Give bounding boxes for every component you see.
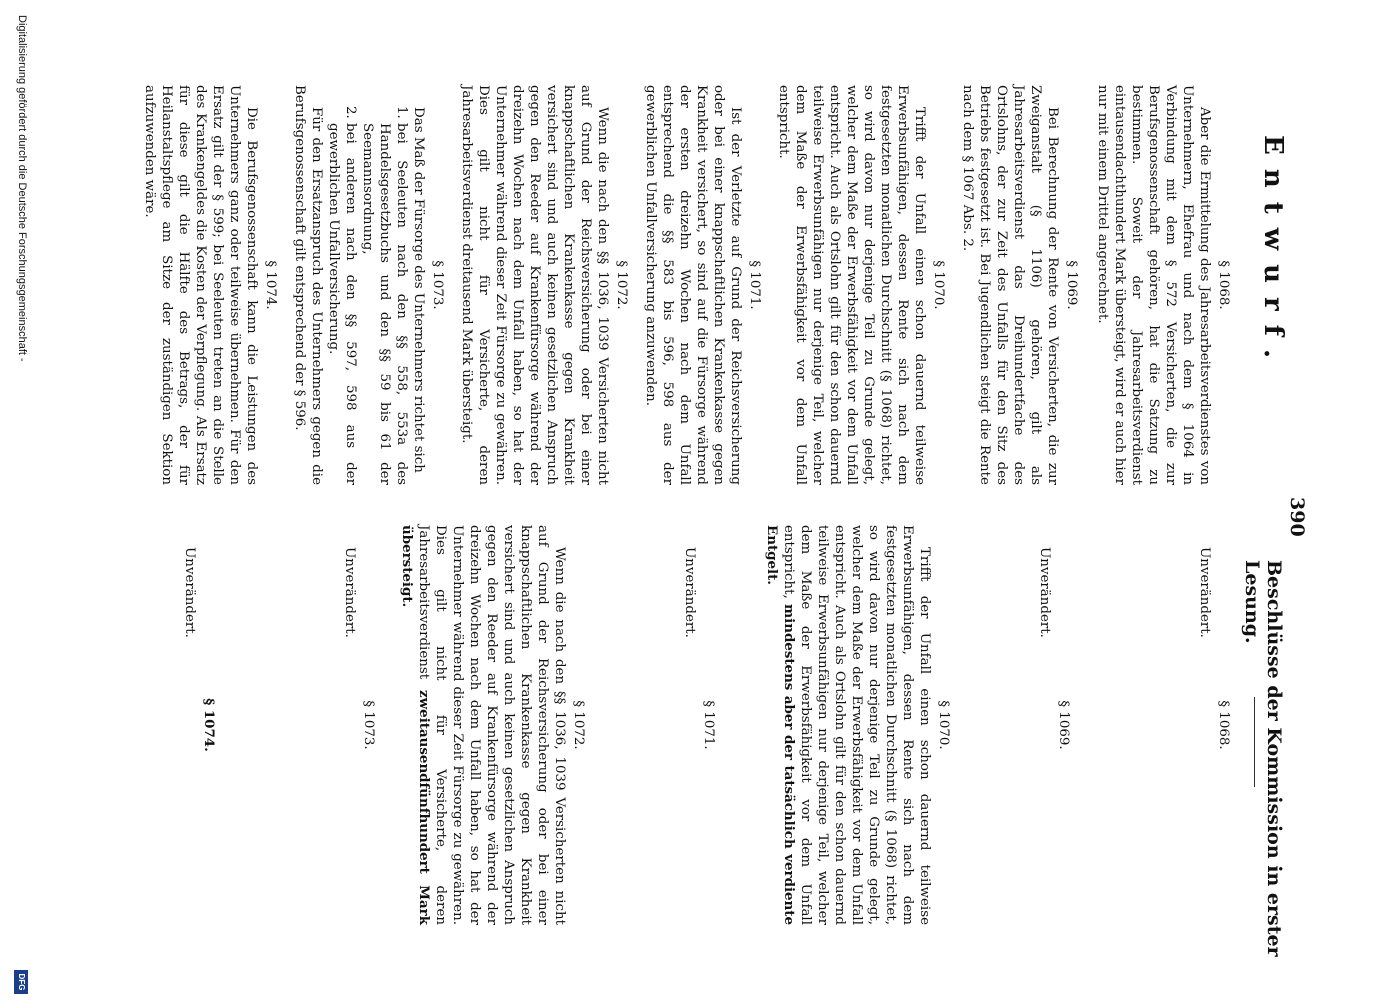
section-text bbox=[398, 525, 568, 925]
unchanged-note: Unverändert. bbox=[1197, 547, 1212, 638]
section-text-part: Wenn die nach den §§ 1036, 1039 Versicherten nicht auf Grund der Reichsversicherung oder bei einer knappschaftlichen Krankenkasse gegen Krankheit versichert sind und auch keinen gesetzlichen Anspruch gegen den Reeder auf Krankenfürsorge während der dreizehn Wochen nach dem Unfall haben, so hat der Unternehmer während dieser Zeit Fürsorge zu gewähren. Dies gilt nicht für Versicherte, deren Jahresarbeitsverdienst bbox=[416, 525, 567, 925]
numbered-list bbox=[325, 85, 410, 485]
section-text: Die Berufsgenossenschaft kann die Leistungen des Unternehmers ganz oder teilweise übernehmen. Für den Ersatz gilt der § 599; bei Seeleuten treten an die Stelle des Krankengeldes die Kosten der Verpflegung. Als Ersatz für diese gilt die Hälfte des Betrags, der für Heilanstaltspflege am Sitze der zuständigen Sektion aufzuwenden wäre. bbox=[142, 85, 259, 485]
section-title: § 1074. bbox=[263, 260, 278, 310]
section-title: § 1071. bbox=[747, 260, 762, 310]
left-column bbox=[141, 85, 1238, 485]
section-title: § 1068. bbox=[1216, 260, 1231, 310]
section-title: § 1068. bbox=[1216, 700, 1231, 750]
digitization-credit: Digitalisierung gefördert durch die Deutsche Forschungsgemeinschaft - bbox=[16, 15, 28, 362]
section-title: § 1070. bbox=[936, 700, 951, 750]
right-section-1074 bbox=[181, 525, 223, 925]
section-text: Trifft der Unfall einen schon dauernd teilweise Erwerbsunfähigen, dessen Rente sich nach dem festgesetzten monatlichen Durchschnitt (§ 1068) richtet, so wird davon nur derjenige Teil zu Grunde gelegt, welcher dem Maße der Erwerbsfähigkeit vor dem Unfall entspricht. Auch als Ortslohn gilt für den schon dauernd teilweise Erwerbsunfähigen nur derjenige Teil, welcher dem Maße der Erwerbsfähigkeit vor dem Unfall entspricht. bbox=[776, 85, 927, 485]
section-title: § 1072. bbox=[571, 700, 586, 750]
section-text: Für den Ersatzanspruch des Unternehmers gegen die Berufsgenossenschaft gilt entsprechend der § 596. bbox=[292, 85, 324, 485]
amended-text: zweitausendfünfhundert Mark übersteigt. bbox=[399, 525, 432, 925]
section-title: § 1069. bbox=[1056, 700, 1071, 750]
section-text bbox=[763, 525, 933, 925]
section-text: Aber die Ermittelung des Jahresarbeitsverdienstes von Unternehmern, Ehefrau und nach dem § 1064 in Verbindung mit dem § 572 Versicherten, die zur Berufsgenossenschaft gehören, hat die Satzung zu bestimmen. Soweit der Jahresarbeitsverdienst eintausendachthundert Mark übersteigt, wird er auch hier nur mit einem Drittel angerechnet. bbox=[1095, 85, 1212, 485]
section-title: § 1074. bbox=[201, 698, 217, 752]
section-title: § 1072. bbox=[614, 260, 629, 310]
list-item: 2. bei anderen nach den §§ 597, 598 aus der gewerblichen Unfallversicherung. bbox=[325, 123, 359, 485]
unchanged-note: Unverändert. bbox=[682, 547, 697, 638]
section-title: § 1073. bbox=[361, 700, 376, 750]
unchanged-note: Unverändert. bbox=[1037, 547, 1052, 638]
left-column-header: Entwurf. bbox=[1258, 135, 1288, 373]
dfg-logo: DFG bbox=[14, 970, 28, 994]
section-title: § 1070. bbox=[931, 260, 946, 310]
page-number: 390 bbox=[1286, 497, 1308, 537]
list-item: 1. bei Seeleuten nach den §§ 558, 553a des Handelsgesetzbuchs und den §§ 59 bis 61 der Seemannsordnung, bbox=[359, 123, 410, 485]
unchanged-note: Unverändert. bbox=[182, 547, 197, 638]
section-text: Bei Berechnung der Rente von Versicherten, die zur Zweiganstalt (§ 1106) gehören, gilt als Jahresarbeitsverdienst das Dreihundertfache des Ortslohns, der zur Zeit des Unfalls für den Sitz des Betriebs festgesetzt ist. Bei Jugendlichen steigt die Rente nach dem § 1067 Abs. 2. bbox=[960, 85, 1060, 485]
section-text-part: Trifft der Unfall einen schon dauernd teilweise Erwerbsunfähigen, dessen Rente sich nach dem festgesetzten monatlichen Durchschnitt (§ 1068) richtet, so wird davon nur derjenige Teil zu Grunde gelegt, welcher dem Maße der Erwerbsfähigkeit vor dem Unfall entspricht. Auch als Ortslohn gilt für den schon dauernd teilweise Erwerbsunfähigen nur derjenige Teil, welcher dem Maße der Erwerbsfähigkeit vor dem Unfall entspricht, bbox=[781, 525, 932, 925]
right-section-1072 bbox=[398, 525, 593, 925]
right-section-1068 bbox=[1196, 525, 1238, 925]
header-divider bbox=[1254, 697, 1255, 787]
amended-text: mindestens aber der tatsächlich verdiente Entgelt. bbox=[764, 525, 797, 925]
section-title: § 1073. bbox=[430, 260, 445, 310]
section-text: Das Maß der Fürsorge des Unternehmers richtet sich bbox=[411, 107, 426, 473]
right-column-header: Beschlüsse der Kommission in erster Lesung. bbox=[1241, 560, 1285, 957]
section-title: § 1069. bbox=[1064, 260, 1079, 310]
right-section-1070 bbox=[763, 525, 958, 925]
unchanged-note: Unverändert. bbox=[342, 547, 357, 638]
section-text: Wenn die nach den §§ 1036, 1039 Versicherten nicht auf Grund der Reichsversicherung oder bei einer knappschaftlichen Krankenkasse gegen Krankheit versichert sind und auch keinen gesetzlichen Anspruch gegen den Reeder auf Krankenfürsorge während der dreizehn Wochen nach dem Unfall haben, so hat der Unternehmer während dieser Zeit Fürsorge zu gewähren. Dies gilt nicht für Versicherte, deren Jahresarbeitsverdienst dreitausend Mark übersteigt. bbox=[459, 85, 610, 485]
section-title: § 1071. bbox=[701, 700, 716, 750]
right-section-1073 bbox=[341, 525, 383, 925]
section-text: Ist der Verletzte auf Grund der Reichsversicherung oder bei einer knappschaftlichen Krankenkasse gegen Krankheit versichert, so sind auf die Fürsorge während der ersten dreizehn Wochen nach dem Unfall entsprechend die §§ 583 bis 596, 598 aus der gewerblichen Unfallversicherung anzuwenden. bbox=[643, 85, 743, 485]
right-section-1069 bbox=[1036, 525, 1078, 925]
right-section-1071 bbox=[681, 525, 723, 925]
